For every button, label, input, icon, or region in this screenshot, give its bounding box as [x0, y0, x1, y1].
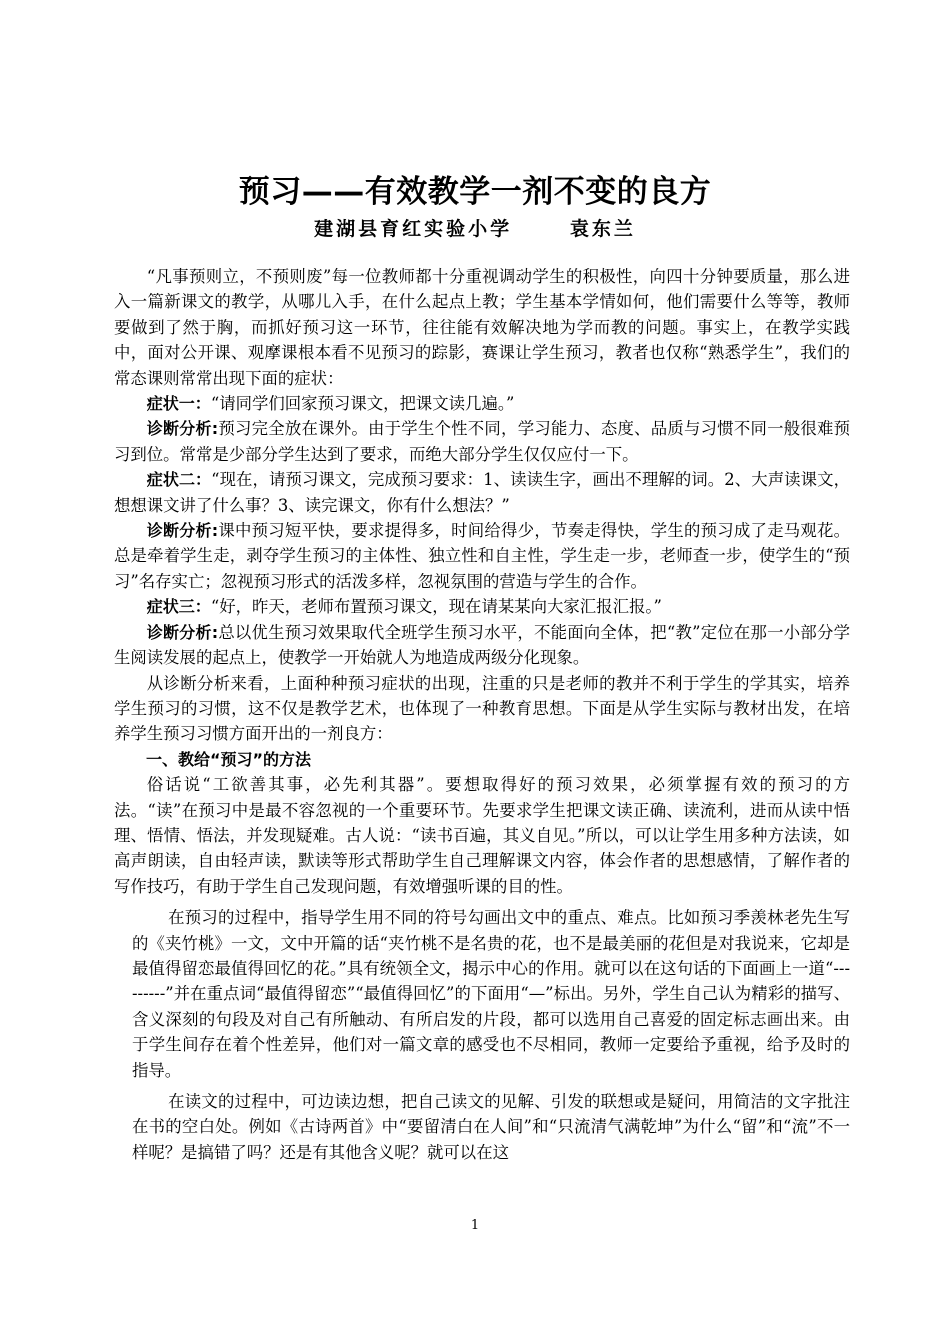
summary-paragraph: 从诊断分析来看，上面种种预习症状的出现，注重的只是老师的教并不利于学生的学其实，培养学生预习的习惯，这不仅是教学艺术，也体现了一种教育思想。下面是从学生实际与教材出发，在培养学生预习习惯方面开出的一剂良方：: [114, 673, 850, 744]
diagnosis-two-label: 诊断分析:: [146, 521, 219, 541]
diagnosis-one-label: 诊断分析:: [146, 419, 219, 439]
symptom-one-label: 症状一：: [146, 394, 211, 414]
diagnosis-three-label: 诊断分析:: [146, 622, 219, 642]
method-paragraph-two: 在预习的过程中，指导学生用不同的符号勾画出文中的重点、难点。比如预习季羡林老先生写的《夹竹桃》一文，文中开篇的话“夹竹桃不是名贵的花，也不是最美丽的花但是对我说来，它却是最值得留恋最值得回忆的花。”具有统领全文，揭示中心的作用。就可以在这句话的下面画上一道“---------”并在重点词“最值得留恋”“最值得回忆”的下面用“—”标出。另外，学生自己认为精彩的描写、含义深刻的句段及对自己有所触动、有所启发的片段，都可以选用自己喜爱的固定标志画出来。由于学生间存在着个性差异，他们对一篇文章的感受也不尽相同，教师一定要给予重视，给予及时的指导。: [132, 908, 850, 1080]
diagnosis-three: [114, 620, 850, 671]
intro-paragraph: “凡事预则立，不预则废”每一位教师都十分重视调动学生的积极性，向四十分钟要质量，那么进入一篇新课文的教学，从哪儿入手，在什么起点上教；学生基本学情如何，他们需要什么等等，教师要做到了然于胸，而抓好预习这一环节，往往能有效解决地为学而教的问题。事实上，在教学实践中，面对公开课、观摩课根本看不见预习的踪影，赛课让学生预习，教者也仅称“熟悉学生”，我们的常态课则常常出现下面的症状：: [114, 267, 850, 388]
diagnosis-one-text: 预习完全放在课外。由于学生个性不同，学习能力、态度、品质与习惯不同一般很难预习到位。常常是少部分学生达到了要求，而绝大部分学生仅仅应付一下。: [114, 419, 851, 464]
symptom-three-text: “好，昨天，老师布置预习课文，现在请某某向大家汇报汇报。”: [210, 597, 662, 617]
symptom-three: [114, 594, 850, 619]
method-paragraph-one: 俗话说“工欲善其事，必先利其器”。要想取得好的预习效果，必须掌握有效的预习的方法。“读”在预习中是最不容忽视的一个重要环节。先要求学生把课文读正确、读流利，进而从读中悟理、悟情、悟法，并发现疑难。古人说：“读书百遍，其义自见。”所以，可以让学生用多种方法读，如高声朗读，自由轻声读，默读等形式帮助学生自己理解课文内容，体会作者的思想感情，了解作者的写作技巧，有助于学生自己发现问题，有效增强听课的目的性。: [114, 775, 850, 896]
symptom-one: [114, 391, 850, 416]
diagnosis-two: [114, 518, 850, 594]
symptom-two: [114, 467, 850, 518]
symptom-one-text: “请同学们回家预习课文，把课文读几遍。”: [210, 394, 515, 414]
diagnosis-two-text: 课中预习短平快，要求提得多，时间给得少，节奏走得快，学生的预习成了走马观花。总是牵着学生走，剥夺学生预习的主体性、独立性和自主性，学生走一步，老师查一步，使学生的“预习”名存实亡；忽视预习形式的活泼多样，忽视氛围的营造与学生的合作。: [114, 521, 851, 591]
page-title: 预习——有效教学一剂不变的良方: [238, 174, 712, 210]
section-heading-one: 一、教给“预习”的方法: [146, 749, 312, 769]
diagnosis-one: [114, 416, 850, 467]
page-number: 1: [470, 1218, 480, 1233]
symptom-two-label: 症状二：: [146, 470, 212, 490]
symptom-two-text: “现在，请预习课文，完成预习要求：1、读读生字，画出不理解的词。2、大声读课文，想想课文讲了什么事？3、读完课文，你有什么想法？”: [114, 470, 850, 515]
method-paragraph-three: 在读文的过程中，可边读边想，把自己读文的见解、引发的联想或是疑问，用简洁的文字批注在书的空白处。例如《古诗两首》中“要留清白在人间”和“只流清气满乾坤”为什么“留”和“流”不一样呢？是搞错了吗？还是有其他含义呢？就可以在这: [132, 1092, 850, 1162]
document-body: [114, 264, 850, 1165]
symptom-three-label: 症状三：: [146, 597, 211, 617]
diagnosis-three-text: 总以优生预习效果取代全班学生预习水平，不能面向全体，把“教”定位在那一小部分学生阅读发展的起点上，使教学一开始就人为地造成两级分化现象。: [114, 622, 850, 668]
author-line: 建湖县育红实验小学 袁东兰: [314, 218, 636, 240]
